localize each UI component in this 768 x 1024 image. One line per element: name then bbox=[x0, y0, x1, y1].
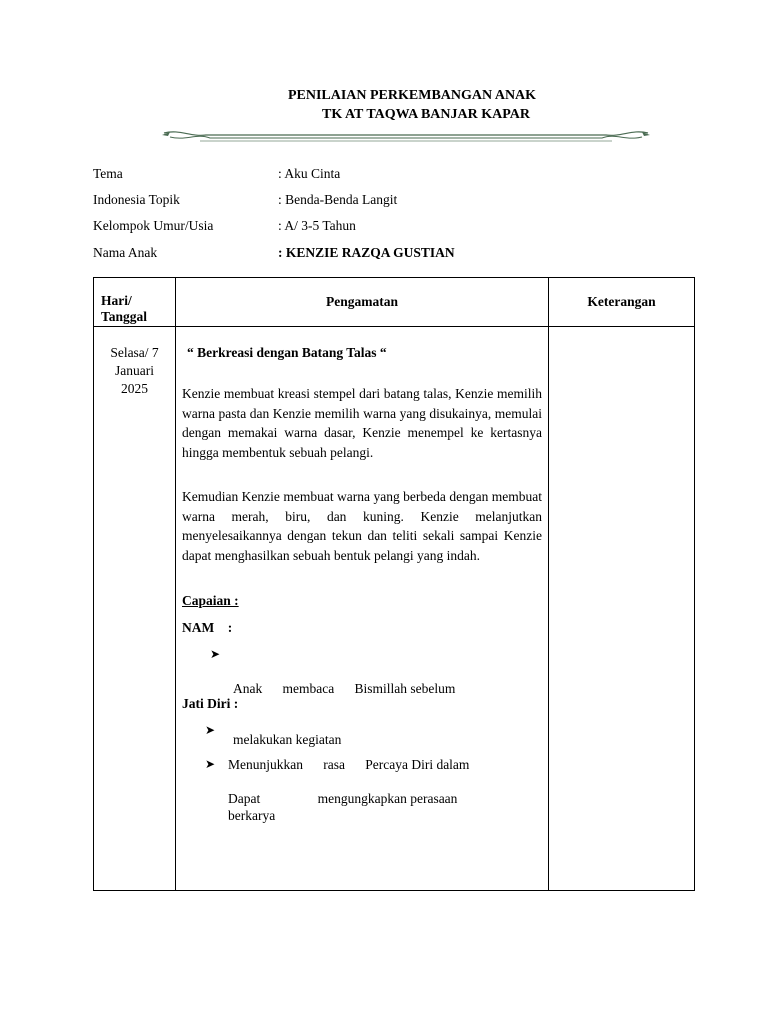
bullet-arrow-icon: ➤ bbox=[205, 723, 216, 737]
column-divider bbox=[175, 278, 176, 890]
jati-diri-item bbox=[228, 756, 457, 841]
info-label: Tema bbox=[93, 166, 123, 181]
capaian-heading: Capaian : bbox=[182, 593, 239, 608]
column-divider bbox=[548, 278, 549, 890]
jati-diri-item-line: Dapat mengungkapkan perasaan bbox=[228, 791, 458, 806]
info-value: : Benda-Benda Langit bbox=[278, 192, 398, 207]
info-label: Indonesia Topik bbox=[93, 192, 180, 207]
info-label: Kelompok Umur/Usia bbox=[93, 218, 214, 233]
school-name: TK AT TAQWA BANJAR KAPAR bbox=[322, 107, 530, 122]
info-value: : A/ 3-5 Tahun bbox=[278, 218, 356, 233]
activity-title: “ Berkreasi dengan Batang Talas “ bbox=[187, 345, 387, 360]
nam-item-line: Anak membaca Bismillah sebelum bbox=[233, 681, 456, 696]
jati-diri-heading: Jati Diri : bbox=[182, 696, 239, 711]
nam-heading: NAM : bbox=[182, 620, 233, 635]
info-label: Nama Anak bbox=[93, 245, 158, 260]
date-cell: Selasa/ 7 Januari 2025 bbox=[110, 345, 159, 396]
header-pengamatan: Pengamatan bbox=[326, 294, 398, 309]
header-hari-label: Hari/ bbox=[101, 293, 132, 308]
decorative-divider bbox=[160, 127, 652, 145]
observation-paragraph: Kenzie membuat kreasi stempel dari batang talas, Kenzie memilih warna pasta dan Kenzie memilih warna yang disukainya, memulai dengan memakai warna dasar, Kenzie menempel ke kertasnya hingga membentuk sebuah pelangi. bbox=[182, 386, 542, 460]
header-tanggal-label: Tanggal bbox=[101, 309, 148, 324]
header-keterangan: Keterangan bbox=[587, 294, 656, 309]
child-name: : KENZIE RAZQA GUSTIAN bbox=[278, 245, 455, 260]
info-value: : Aku Cinta bbox=[278, 166, 341, 181]
jati-diri-item-line: Menunjukkan rasa Percaya Diri dalam bbox=[228, 757, 470, 772]
observation-paragraph: Kemudian Kenzie membuat warna yang berbeda dengan membuat warna merah, biru, dan kuning. Kenzie melanjutkan menyelesaikannya dengan tekun dan teliti sekali sampai Kenzie dapat menghasilkan sebuah bentuk pelangi yang indah. bbox=[182, 489, 542, 563]
jati-diri-item-line: berkarya bbox=[228, 808, 276, 823]
nam-item-line: melakukan kegiatan bbox=[233, 732, 342, 747]
bullet-arrow-icon: ➤ bbox=[205, 757, 216, 771]
bullet-arrow-icon: ➤ bbox=[210, 647, 221, 661]
assessment-table bbox=[93, 277, 695, 891]
header-divider bbox=[94, 326, 694, 327]
document-title: PENILAIAN PERKEMBANGAN ANAK bbox=[287, 88, 537, 103]
header-hari-tanggal bbox=[101, 293, 147, 325]
